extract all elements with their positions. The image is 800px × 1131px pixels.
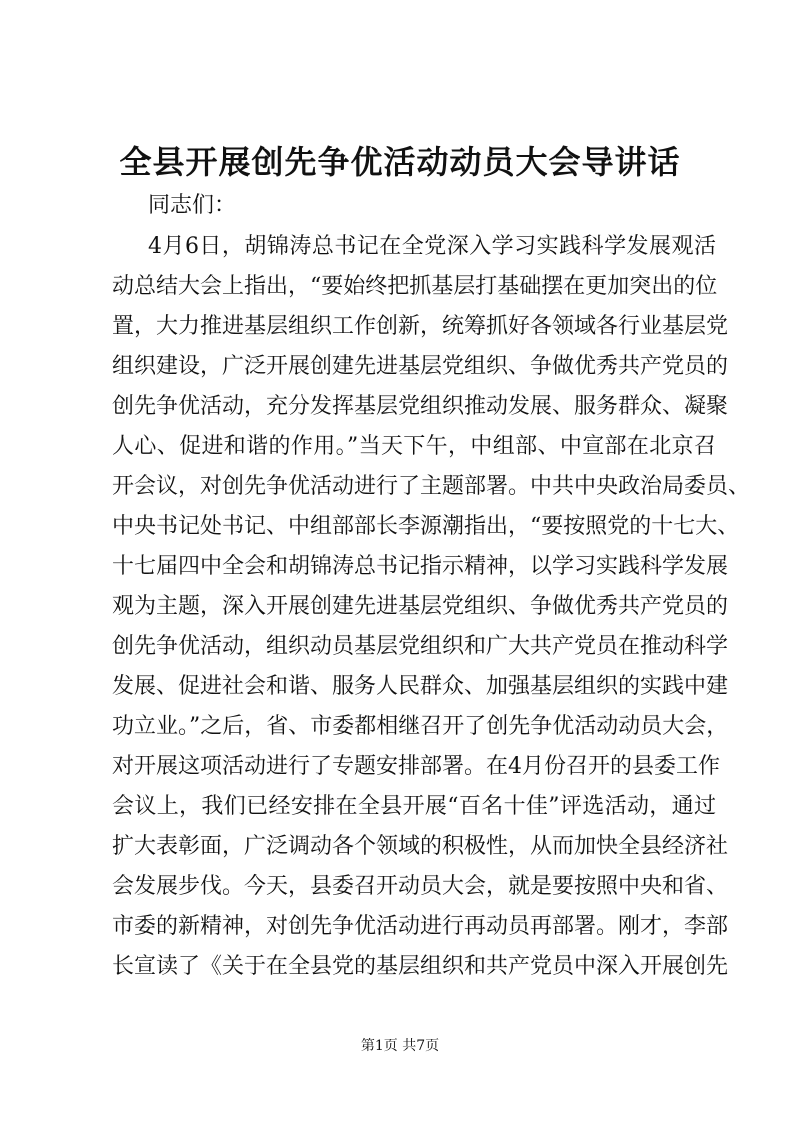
document-title: 全县开展创先争优活动动员大会导讲话 [119,143,681,181]
paragraph-line: 长宣读了《关于在全县党的基层组织和共产党员中深入开展创先 [112,954,729,979]
paragraph-line: 人心、促进和谐的作用。”当天下午，中组部、中宣部在北京召 [112,434,716,459]
paragraph-line: 创先争优活动，组织动员基层党组织和广大共产党员在推动科学 [112,634,729,659]
paragraph-line: 会发展步伐。今天，县委召开动员大会，就是要按照中央和省、 [112,874,729,899]
paragraph-line: 扩大表彰面，广泛调动各个领域的积极性，从而加快全县经济社 [112,834,729,859]
paragraph-line: 4月6日，胡锦涛总书记在全党深入学习实践科学发展观活 [148,234,716,259]
paragraph-line: 组织建设，广泛开展创建先进基层党组织、争做优秀共产党员的 [112,354,729,379]
paragraph-line: 动总结大会上指出，“要始终把抓基层打基础摆在更加突出的位 [112,274,718,299]
paragraph-line: 中央书记处书记、中组部部长李源潮指出，“要按照党的十七大、 [112,514,740,539]
paragraph-line: 功立业。”之后，省、市委都相继召开了创先争优活动动员大会， [112,714,729,739]
paragraph-line: 观为主题，深入开展创建先进基层党组织、争做优秀共产党员的 [112,594,729,619]
paragraph-line: 会议上，我们已经安排在全县开展“百名十佳”评选活动，通过 [112,794,716,819]
paragraph-line: 置，大力推进基层组织工作创新，统筹抓好各领域各行业基层党 [112,314,729,339]
body-text [112,227,751,987]
paragraph-line: 创先争优活动，充分发挥基层党组织推动发展、服务群众、凝聚 [112,394,729,419]
paragraph-line: 对开展这项活动进行了专题安排部署。在4月份召开的县委工作 [112,754,720,779]
paragraph-line: 发展、促进社会和谐、服务人民群众、加强基层组织的实践中建 [112,674,729,699]
page-footer: 第1页 共7页 [360,1038,440,1054]
paragraph-line: 十七届四中全会和胡锦涛总书记指示精神，以学习实践科学发展 [112,554,729,579]
paragraph-line: 市委的新精神，对创先争优活动进行再动员再部署。刚才，李部 [112,914,729,939]
paragraph-line: 开会议，对创先争优活动进行了主题部署。中共中央政治局委员、 [112,474,751,499]
salutation: 同志们： [148,193,237,218]
